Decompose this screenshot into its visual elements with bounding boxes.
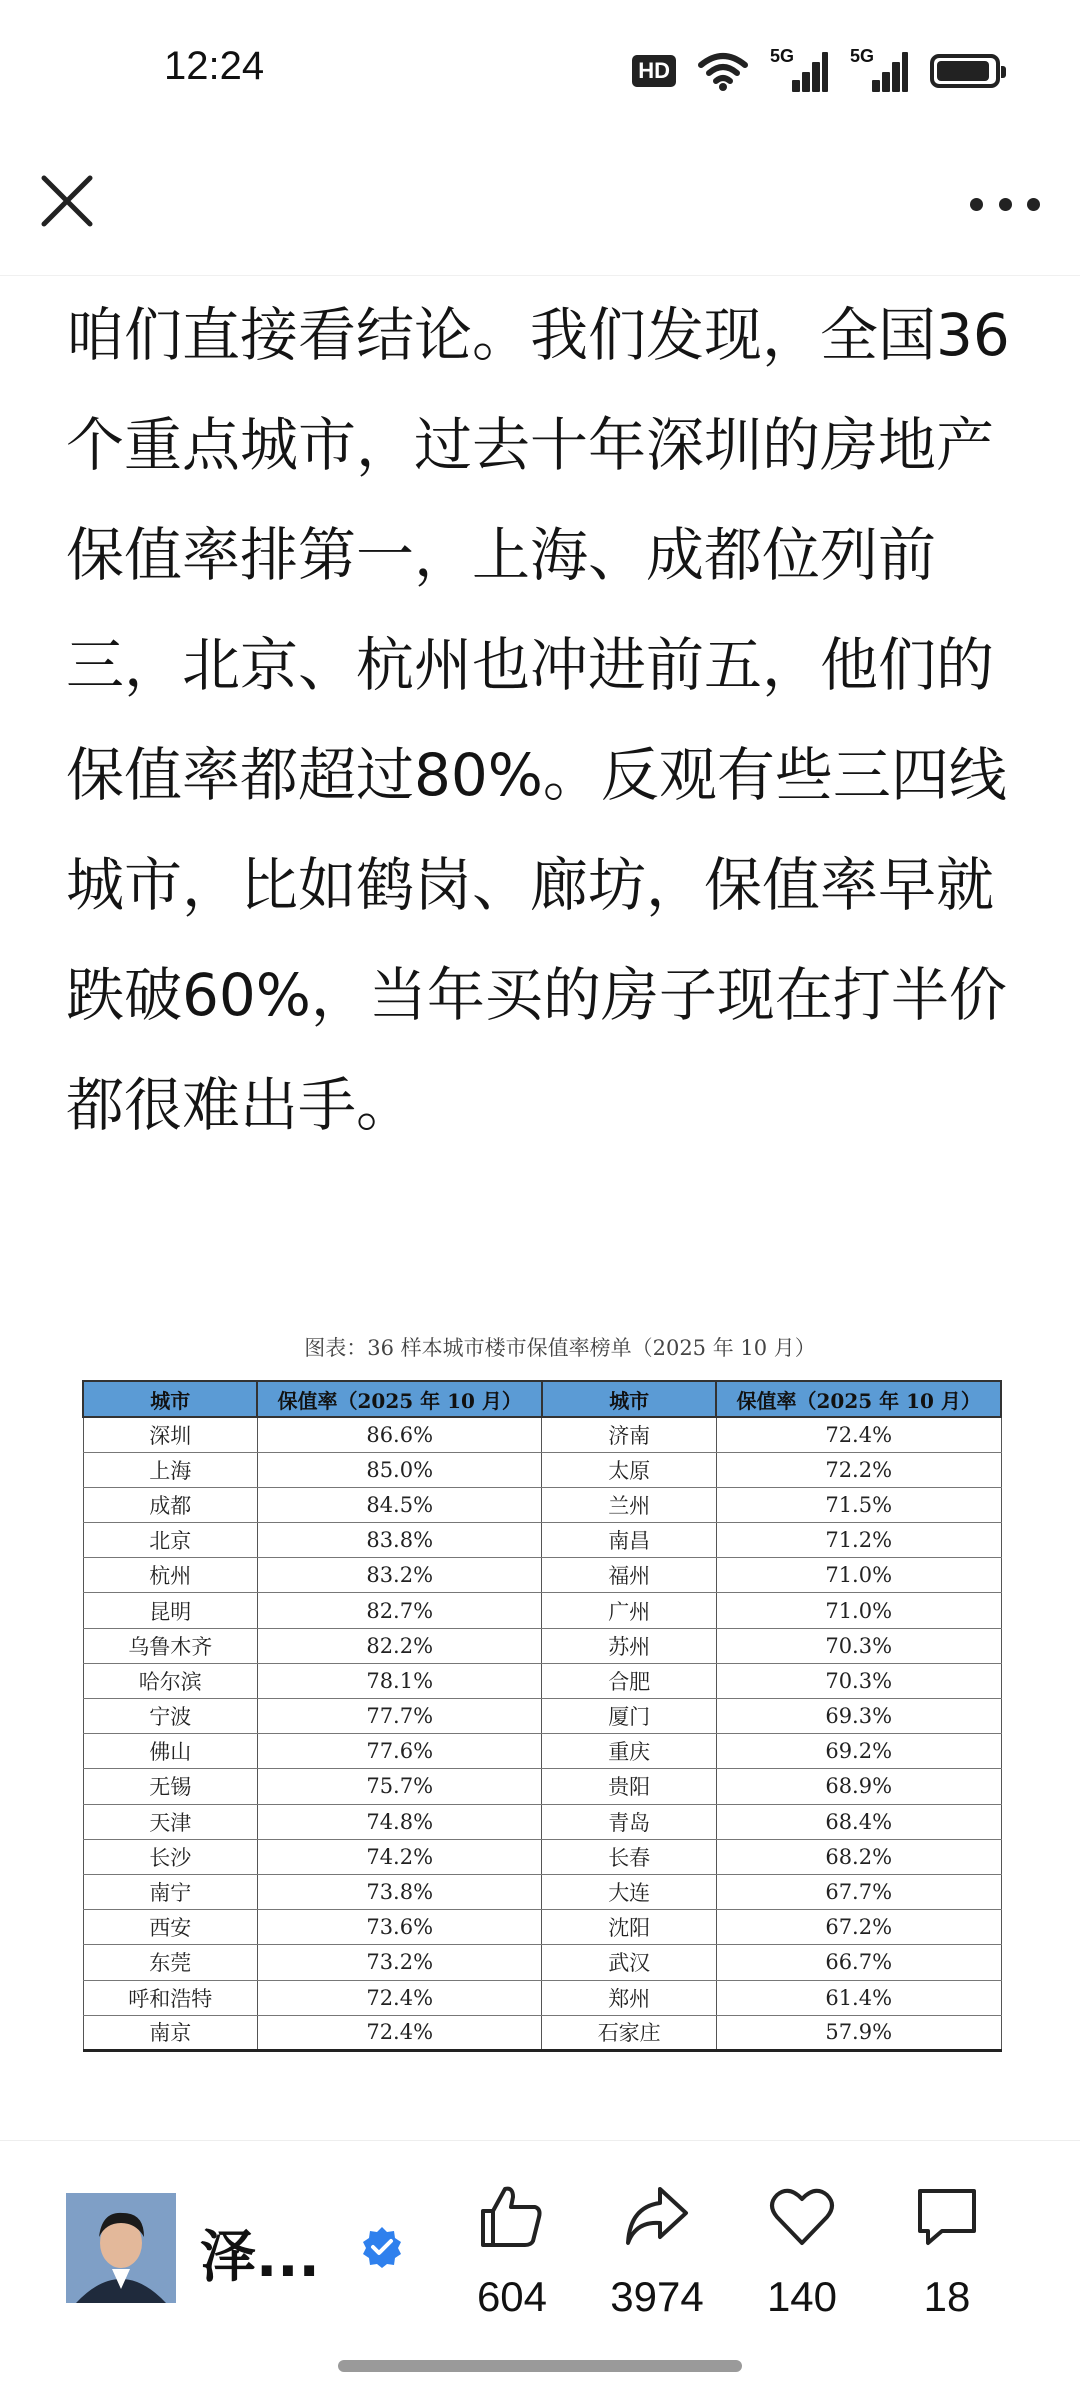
table-cell-city: 南宁 [83,1874,257,1909]
table-row [83,1558,1001,1593]
table-row [83,1593,1001,1628]
heart-icon [767,2181,837,2251]
figure-caption: 图表：36 样本城市楼市保值率榜单（2025 年 10 月） [304,1336,816,1360]
table-cell-city: 苏州 [542,1628,716,1663]
table-cell-city: 乌鲁木齐 [83,1628,257,1663]
table-header-cell: 城市 [83,1381,257,1417]
status-time: 12:24 [164,44,265,88]
table-cell-rate: 71.5% [716,1487,1001,1522]
table-cell-city: 合肥 [542,1663,716,1698]
table-cell-rate: 67.2% [716,1910,1001,1945]
table-cell-city: 长沙 [83,1839,257,1874]
status-bar [0,0,1080,140]
table-cell-city: 南昌 [542,1523,716,1558]
table-header-cell: 保值率（2025 年 10 月） [257,1381,542,1417]
table-row [83,1417,1001,1452]
table-cell-city: 广州 [542,1593,716,1628]
comment-count: 18 [923,2273,971,2320]
table-cell-rate: 82.2% [257,1628,542,1663]
thumbs-up-icon [477,2181,547,2251]
table-cell-city: 济南 [542,1417,716,1452]
hd-icon: HD [632,55,676,87]
table-body [83,1417,1001,2050]
table-row [83,1452,1001,1487]
table-cell-rate: 71.2% [716,1523,1001,1558]
table-cell-rate: 69.3% [716,1699,1001,1734]
table-cell-rate: 71.0% [716,1593,1001,1628]
table-cell-rate: 68.2% [716,1839,1001,1874]
table-cell-rate: 72.4% [257,2015,542,2050]
table-cell-city: 石家庄 [542,2015,716,2050]
cellular-signal-icon: 5G [850,50,908,92]
table-cell-city: 宁波 [83,1699,257,1734]
ranking-table [82,1380,1002,2052]
status-icons [632,46,1000,92]
table-row [83,1628,1001,1663]
verified-icon [360,2225,404,2269]
table-cell-rate: 75.7% [257,1769,542,1804]
more-button[interactable] [970,192,1040,216]
article-body [0,270,1080,2110]
close-button[interactable] [36,170,98,232]
table-header-cell: 保值率（2025 年 10 月） [716,1381,1001,1417]
table-cell-rate: 77.7% [257,1699,542,1734]
table-row [83,1769,1001,1804]
app-header [0,140,1080,276]
table-cell-city: 重庆 [542,1734,716,1769]
table-cell-city: 大连 [542,1874,716,1909]
table-cell-rate: 72.4% [257,1980,542,2015]
table-cell-rate: 68.9% [716,1769,1001,1804]
figure-table-block [70,1330,1010,2046]
table-cell-rate: 86.6% [257,1417,542,1452]
table-cell-rate: 74.8% [257,1804,542,1839]
table-cell-city: 昆明 [83,1593,257,1628]
table-cell-city: 东莞 [83,1945,257,1980]
table-row [83,1487,1001,1522]
table-cell-rate: 66.7% [716,1945,1001,1980]
table-cell-rate: 73.6% [257,1910,542,1945]
table-cell-rate: 67.7% [716,1874,1001,1909]
table-row [83,1734,1001,1769]
table-cell-rate: 74.2% [257,1839,542,1874]
table-cell-city: 南京 [83,2015,257,2050]
table-cell-rate: 73.2% [257,1945,542,1980]
share-icon [622,2181,692,2251]
table-cell-rate: 68.4% [716,1804,1001,1839]
table-cell-city: 北京 [83,1523,257,1558]
table-header-row [83,1381,1001,1417]
favorite-button[interactable] [732,2181,872,2321]
table-cell-city: 杭州 [83,1558,257,1593]
table-row [83,1945,1001,1980]
table-cell-rate: 77.6% [257,1734,542,1769]
table-cell-rate: 70.3% [716,1628,1001,1663]
author-name[interactable]: 泽... [200,2225,320,2290]
comment-button[interactable] [877,2181,1017,2321]
cellular-signal-icon: 5G [770,50,828,92]
table-cell-rate: 78.1% [257,1663,542,1698]
table-cell-city: 武汉 [542,1945,716,1980]
table-header-cell: 城市 [542,1381,716,1417]
share-button[interactable] [587,2181,727,2321]
table-row [83,2015,1001,2050]
table-cell-city: 上海 [83,1452,257,1487]
table-cell-rate: 72.4% [716,1417,1001,1452]
like-count: 604 [476,2273,548,2320]
table-row [83,1980,1001,2015]
table-cell-city: 深圳 [83,1417,257,1452]
comment-icon [912,2181,982,2251]
table-cell-rate: 61.4% [716,1980,1001,2015]
table-row [83,1839,1001,1874]
table-cell-city: 兰州 [542,1487,716,1522]
table-row [83,1804,1001,1839]
table-cell-city: 太原 [542,1452,716,1487]
table-cell-city: 贵阳 [542,1769,716,1804]
home-indicator[interactable] [338,2360,742,2372]
table-cell-city: 厦门 [542,1699,716,1734]
favorite-count: 140 [766,2273,838,2320]
table-row [83,1663,1001,1698]
battery-icon [930,54,1000,88]
close-icon [36,170,98,232]
table-cell-city: 郑州 [542,1980,716,2015]
wifi-icon [698,51,748,91]
table-cell-rate: 70.3% [716,1663,1001,1698]
table-cell-city: 无锡 [83,1769,257,1804]
table-cell-city: 佛山 [83,1734,257,1769]
table-cell-rate: 69.2% [716,1734,1001,1769]
table-cell-rate: 84.5% [257,1487,542,1522]
table-cell-city: 哈尔滨 [83,1663,257,1698]
table-cell-city: 呼和浩特 [83,1980,257,2015]
more-icon [970,198,983,211]
table-cell-city: 青岛 [542,1804,716,1839]
table-cell-city: 长春 [542,1839,716,1874]
avatar-image [66,2193,176,2303]
table-cell-city: 成都 [83,1487,257,1522]
article-paragraph: 咱们直接看结论。我们发现，全国36个重点城市，过去十年深圳的房地产保值率排第一，上海、成都位列前三，北京、杭州也冲进前五，他们的保值率都超过80%。反观有些三四线城市，比如鹤岗、廊坊，保值率早就跌破60%，当年买的房子现在打半价都很难出手。 [66,301,1010,1139]
table-cell-rate: 83.8% [257,1523,542,1558]
table-row [83,1874,1001,1909]
table-cell-rate: 82.7% [257,1593,542,1628]
table-cell-city: 福州 [542,1558,716,1593]
table-cell-rate: 71.0% [716,1558,1001,1593]
table-cell-rate: 57.9% [716,2015,1001,2050]
table-row [83,1699,1001,1734]
table-cell-rate: 72.2% [716,1452,1001,1487]
share-count: 3974 [610,2273,704,2320]
table-cell-city: 天津 [83,1804,257,1839]
author-avatar[interactable] [66,2193,176,2303]
table-row [83,1910,1001,1945]
like-button[interactable] [442,2181,582,2321]
table-cell-city: 沈阳 [542,1910,716,1945]
table-cell-city: 西安 [83,1910,257,1945]
table-cell-rate: 85.0% [257,1452,542,1487]
table-cell-rate: 73.8% [257,1874,542,1909]
table-row [83,1523,1001,1558]
table-cell-rate: 83.2% [257,1558,542,1593]
